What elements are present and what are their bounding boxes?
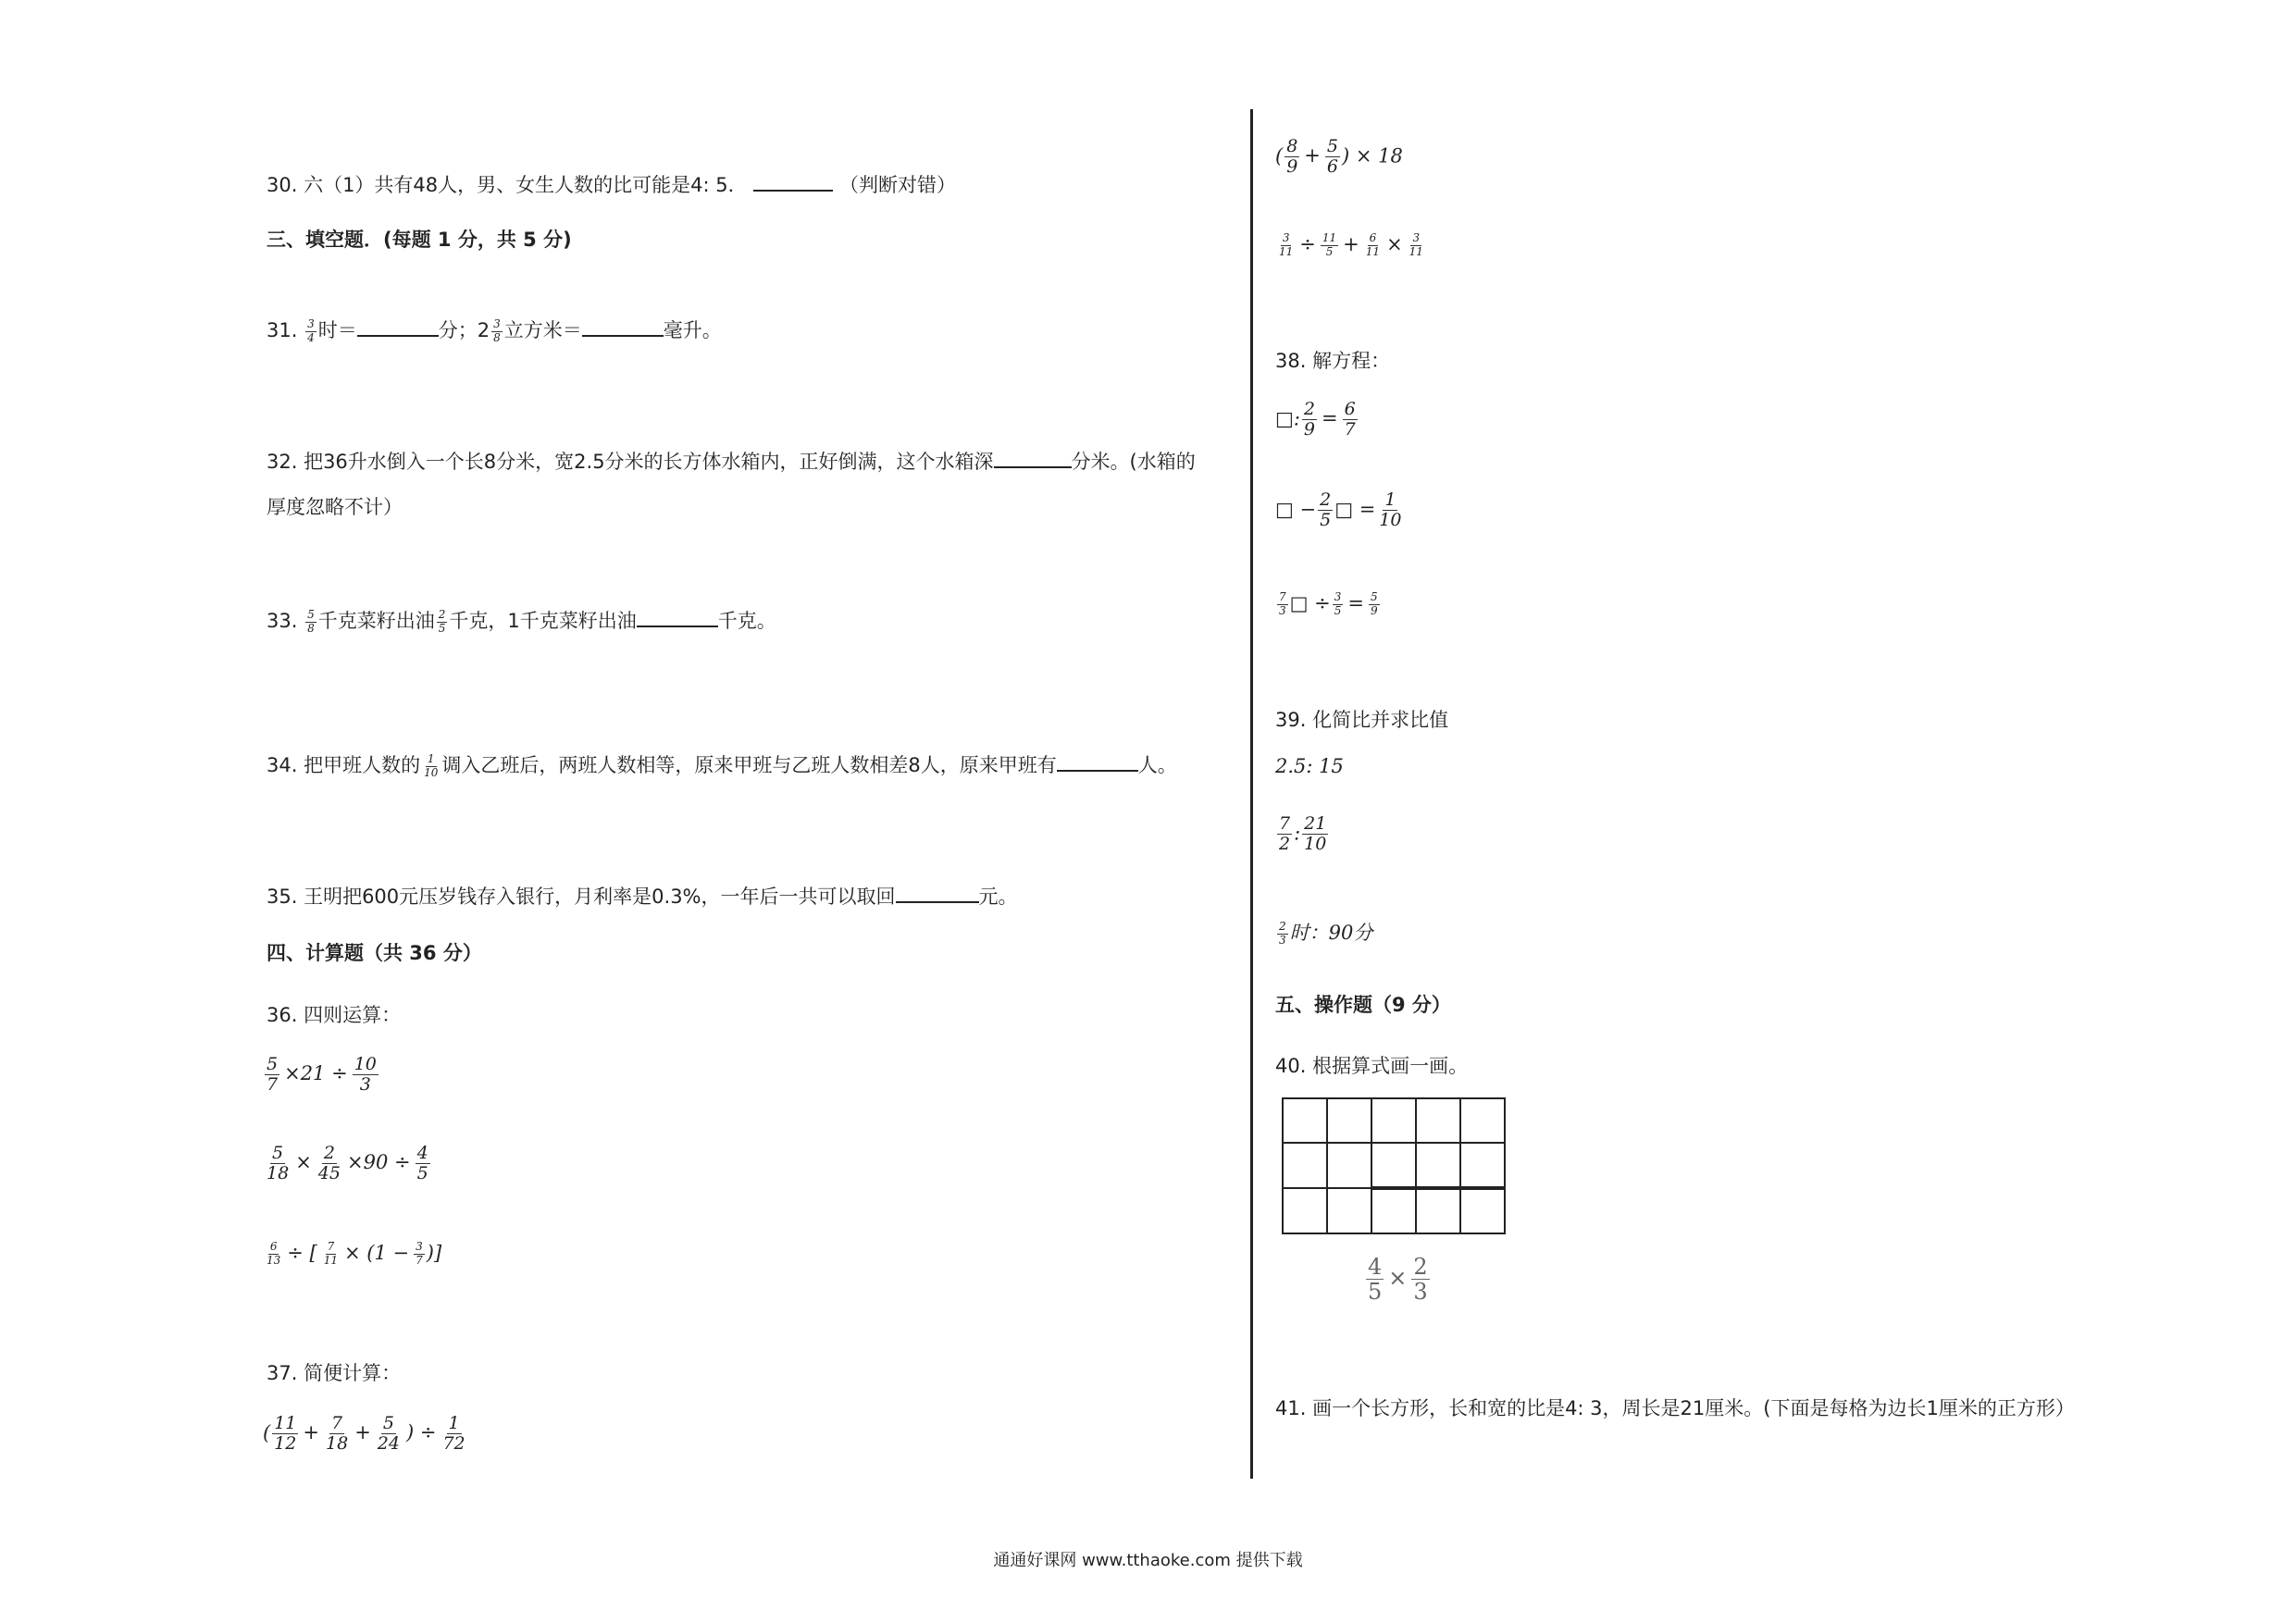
question-number: 31. — [267, 319, 304, 341]
drawing-grid[interactable] — [1282, 1097, 1506, 1234]
grid-cell[interactable] — [1460, 1143, 1505, 1188]
page-footer: 通通好课网 www.tthaoke.com 提供下载 — [993, 1551, 1303, 1570]
question-38-title: 38. 解方程： — [1275, 350, 1391, 372]
question-33 — [267, 607, 776, 635]
grid-cell[interactable] — [1327, 1098, 1371, 1143]
equation-38-1: □: $\frac{2}{9}$ = $\frac{6}{7}$ — [1275, 399, 1356, 440]
grid-cell[interactable] — [1283, 1143, 1327, 1188]
expression-36-1: $\frac{5}{7}$ ×21 ÷ $\frac{10}{3}$ — [267, 1054, 377, 1095]
question-30-suffix: （判断对错） — [839, 174, 957, 196]
text: 分米。(水箱的 — [1071, 451, 1196, 473]
section-5-heading: 五、操作题（9 分） — [1275, 994, 1451, 1016]
expression-36-2: $\frac{5}{18}$ × $\frac{2}{45}$ ×90 ÷ $\frac{4}{5}$ — [267, 1143, 428, 1183]
grid-cell[interactable] — [1416, 1098, 1460, 1143]
grid-cell[interactable] — [1283, 1188, 1327, 1233]
question-34 — [267, 751, 1177, 779]
question-30-text: 30. 六（1）共有48人，男、女生人数的比可能是4: 5． — [267, 174, 748, 196]
ratio-39-2: $\frac{7}{2}$ : $\frac{21}{10}$ — [1279, 813, 1327, 854]
question-37-title: 37. 简便计算： — [267, 1362, 402, 1384]
question-39-title: 39. 化简比并求比值 — [1275, 709, 1449, 731]
grid-cell[interactable] — [1416, 1188, 1460, 1233]
text: 分；2 — [438, 319, 490, 341]
fraction: $\frac{1}{10}$ — [424, 752, 439, 779]
answer-blank[interactable] — [357, 316, 439, 337]
expression-37-2: ( $\frac{8}{9}$ + $\frac{5}{6}$ ) × 18 — [1275, 136, 1403, 177]
grid-cell[interactable] — [1327, 1188, 1371, 1233]
text: 人。 — [1137, 754, 1177, 776]
text: 35. 王明把600元压岁钱存入银行，月利率是0.3%，一年后一共可以取回 — [267, 886, 896, 908]
expression-37-1: ( $\frac{11}{12}$ + $\frac{7}{18}$ + $\frac{5}{24}$ ) ÷ $\frac{1}{72}$ — [263, 1413, 465, 1454]
ratio-39-1: 2.5: 15 — [1275, 755, 1344, 777]
expression-36-3: $\frac{6}{13}$ ÷ [ $\frac{7}{11}$ × (1 − $\frac{3}{7}$ )] — [267, 1240, 442, 1267]
question-32-line-2: 厚度忽略不计） — [267, 496, 403, 518]
question-31 — [267, 316, 722, 344]
text: 34. 把甲班人数的 — [267, 754, 421, 776]
fraction: $\frac{3}{8}$ — [493, 317, 501, 344]
question-40-title: 40. 根据算式画一画。 — [1275, 1055, 1469, 1077]
answer-blank[interactable] — [753, 171, 833, 192]
answer-blank[interactable] — [637, 607, 718, 627]
grid-cell[interactable] — [1371, 1098, 1416, 1143]
text: 千克。 — [717, 610, 776, 632]
fraction: $\frac{5}{8}$ — [307, 608, 315, 635]
text: 千克，1千克菜籽出油 — [449, 610, 637, 632]
text: 千克菜籽出油 — [317, 610, 435, 632]
equation-38-2: □ − $\frac{2}{5}$ □ = $\frac{1}{10}$ — [1275, 489, 1402, 530]
expression-40: $\frac{4}{5}$ × $\frac{2}{3}$ — [1368, 1254, 1428, 1306]
text: 毫升。 — [663, 319, 722, 341]
text: 立方米＝ — [503, 319, 582, 341]
question-41: 41. 画一个长方形，长和宽的比是4: 3，周长是21厘米。(下面是每格为边长1厘米的正方形） — [1275, 1397, 2075, 1419]
expression-37-3: $\frac{3}{11}$ ÷ $\frac{11}{5}$ + $\frac{6}{11}$ × $\frac{3}{11}$ — [1279, 231, 1423, 258]
fraction: $\frac{3}{4}$ — [307, 317, 315, 344]
question-32 — [267, 448, 1196, 475]
text: 32. 把36升水倒入一个长8分米，宽2.5分米的长方体水箱内，正好倒满，这个水箱深 — [267, 451, 994, 473]
section-3-heading: 三、填空题．(每题 1 分，共 5 分) — [267, 229, 572, 251]
section-4-heading: 四、计算题（共 36 分） — [267, 942, 482, 964]
text: 时＝ — [317, 319, 357, 341]
answer-blank[interactable] — [896, 883, 979, 903]
grid-cell[interactable] — [1283, 1098, 1327, 1143]
grid-cell[interactable] — [1460, 1098, 1505, 1143]
question-number: 33. — [267, 610, 304, 632]
answer-blank[interactable] — [994, 448, 1072, 468]
column-divider — [1250, 109, 1253, 1479]
answer-blank[interactable] — [582, 316, 664, 337]
fraction: $\frac{2}{5}$ — [438, 608, 446, 635]
text: 元。 — [978, 886, 1018, 908]
ratio-39-3: $\frac{2}{3}$ 时：90分 — [1279, 920, 1373, 947]
grid-cell[interactable] — [1416, 1143, 1460, 1188]
question-36-title: 36. 四则运算： — [267, 1004, 402, 1026]
grid-cell[interactable] — [1371, 1188, 1416, 1233]
grid-cell[interactable] — [1460, 1188, 1505, 1233]
question-30 — [267, 171, 956, 198]
question-35 — [267, 883, 1018, 910]
grid-cell[interactable] — [1371, 1143, 1416, 1188]
grid-cell[interactable] — [1327, 1143, 1371, 1188]
answer-blank[interactable] — [1057, 751, 1138, 772]
text: 调入乙班后，两班人数相等，原来甲班与乙班人数相差8人，原来甲班有 — [441, 754, 1057, 776]
equation-38-3: $\frac{7}{3}$ □ ÷ $\frac{3}{5}$ = $\frac{5}{9}$ — [1279, 590, 1378, 617]
